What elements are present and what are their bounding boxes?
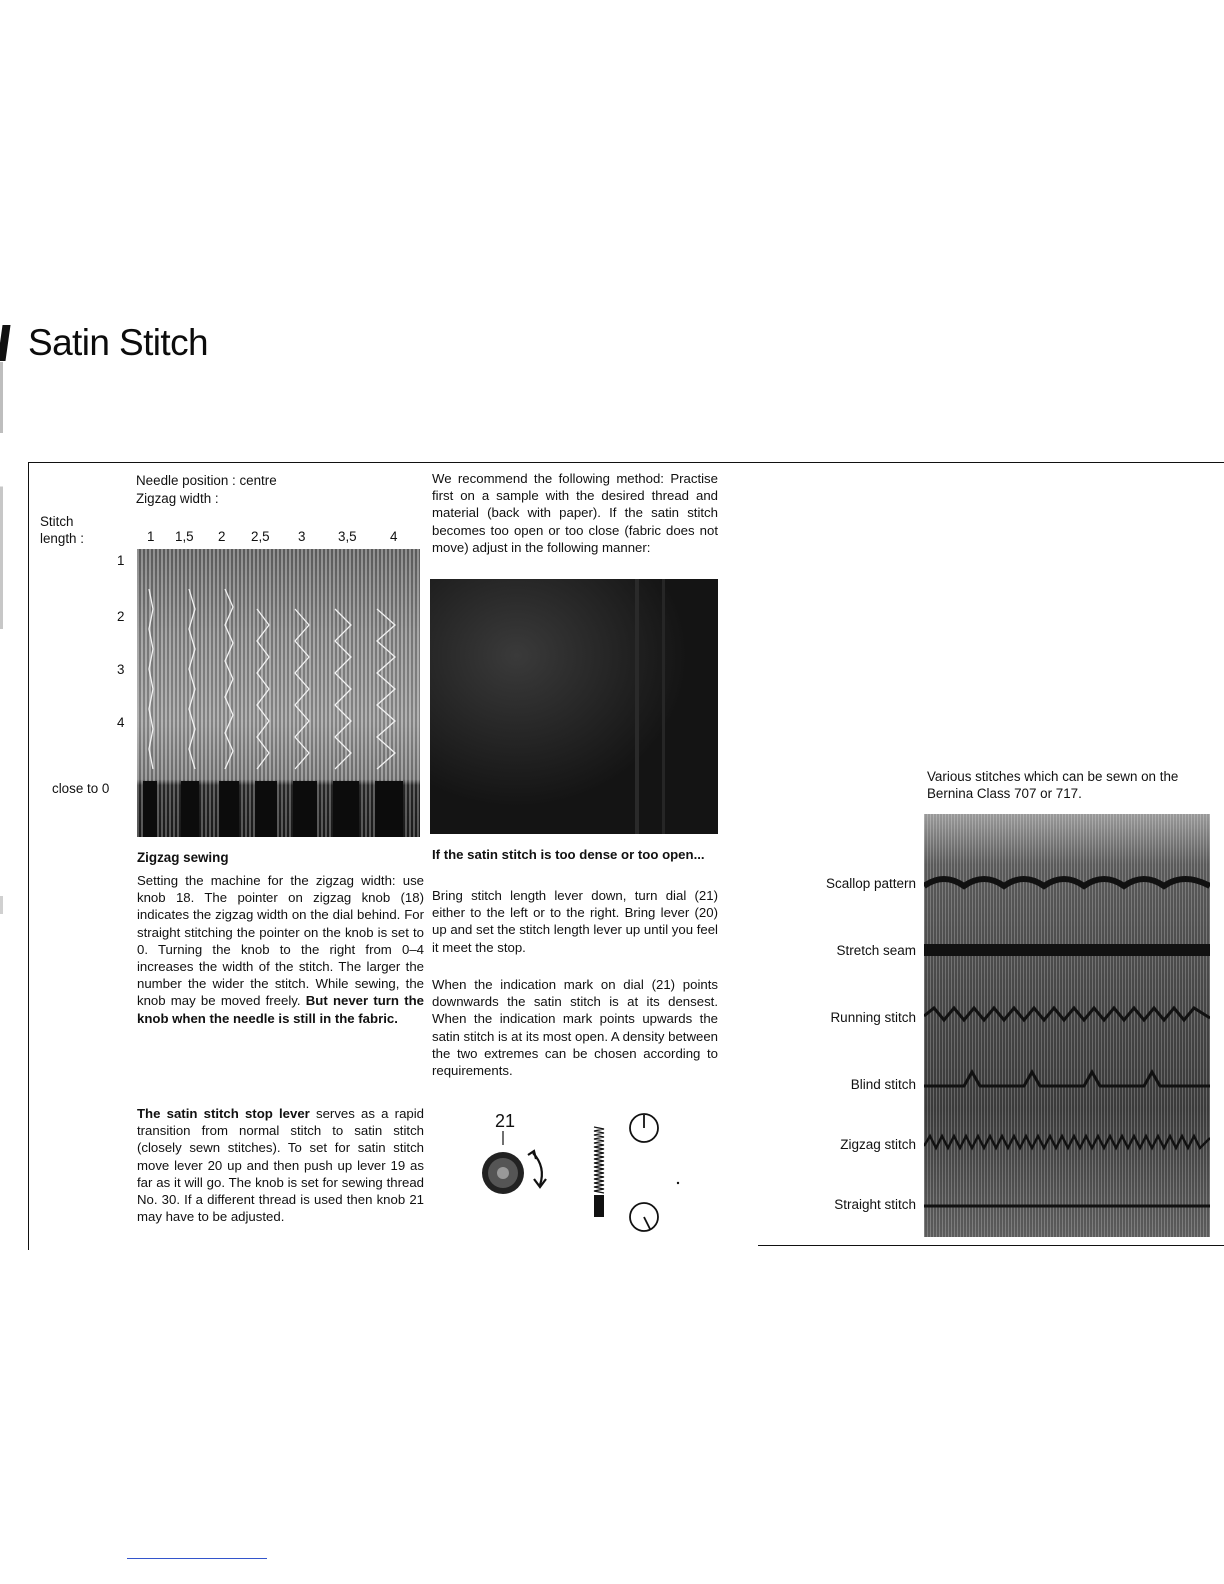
density-para-1: Bring stitch length lever down, turn dial (21) either to the left or to the right. Bring lever (20) up and set the stitch length lever up until you feel it meet the stop. [432,888,718,955]
width-tick: 1 [147,529,155,544]
width-tick: 1,5 [175,529,194,544]
frame-bottom-rule [758,1245,1224,1246]
length-tick: 4 [117,715,125,730]
density-para-2: When the indication mark on dial (21) points downwards the satin stitch is at its densest. When the indication mark points upwards the satin stitch is at its most open. A density between the two extremes can be chosen according to requirements. [432,977,718,1079]
needle-position-label: Needle position : centre [136,473,277,488]
indicator-down-icon [630,1203,658,1231]
method-intro-text: We recommend the following method: Practise first on a sample with the desired thread and material (back with paper). If the satin stitch becomes too open or too close (fabric does not move) adjust in the following manner: [432,471,718,555]
stop-lever-body: serves as a rapid transition from normal stitch to satin stitch (closely sewn stitches). To set for satin stitch move lever 20 up and then push up lever 19 as far as it will go. The knob is set for sewing thread No. 30. If a different thread is used then knob 21 may have to be adjusted. [137,1106,425,1225]
zigzag-width-label: Zigzag width : [136,491,219,506]
stitch-label: Straight stitch [834,1197,916,1212]
zigzag-sewing-body: Setting the machine for the zigzag width: use knob 18. The pointer on zigzag knob (18) indicates the zigzag width on the dial behind. For straight stitching the pointer on the knob is set to 0. Turning the knob to the right from 0–4 increases the width of the stitch. The larger the number the wider the stitch. While sewing, the knob may be moved freely. [137,873,424,1009]
frame-left-rule [28,462,29,1250]
width-tick: 4 [390,529,398,544]
satin-stitch-density-icon [594,1123,604,1217]
frame-top-rule [28,462,1224,463]
stitch-label: Stretch seam [836,943,916,958]
width-tick: 2 [218,529,226,544]
title-accent-bar [0,325,11,361]
width-tick: 3,5 [338,529,357,544]
stitch-label: Zigzag stitch [840,1137,916,1152]
stitch-label: Scallop pattern [825,876,916,891]
stitch-samples-photo [924,814,1210,1237]
zigzag-lines-graphic [137,549,420,837]
satin-stitch-stripes [430,579,718,834]
stop-lever-lead: The satin stitch stop lever [137,1106,310,1121]
stitch-label: Running stitch [830,1010,916,1025]
zigzag-sewing-text [137,872,424,1027]
satin-stitch-sample-photo [430,579,718,834]
footer-rule [127,1558,267,1559]
zigzag-sewing-warning: But never turn the knob when the needle is still in the fabric. [137,993,424,1026]
dial-21-icon [482,1152,524,1194]
length-tick: close to 0 [52,781,110,796]
various-stitches-caption: Various stitches which can be sewn on the Bernina Class 707 or 717. [927,769,1179,801]
stitch-label: Blind stitch [850,1077,916,1092]
length-tick: 1 [117,553,125,568]
length-tick: 3 [117,662,125,677]
length-tick: 2 [117,609,125,624]
dial-number-label: 21 [495,1111,516,1131]
stitch-length-label-line1: Stitch [40,514,74,529]
density-heading: If the satin stitch is too dense or too open... [432,847,705,862]
zigzag-sample-photo [137,549,420,837]
page-title: Satin Stitch [28,322,208,363]
scan-edge-shadow [0,362,3,1252]
width-tick: 2,5 [251,529,270,544]
zigzag-sewing-heading: Zigzag sewing [137,850,229,865]
indicator-up-icon [630,1114,658,1142]
stitch-rows-graphic [924,814,1210,1237]
width-tick: 3 [298,529,306,544]
rotate-arrow-icon [528,1151,546,1187]
dial-diagram [478,1105,708,1240]
stop-lever-text [137,1105,424,1225]
stitch-length-label-line2: length : [40,531,84,546]
